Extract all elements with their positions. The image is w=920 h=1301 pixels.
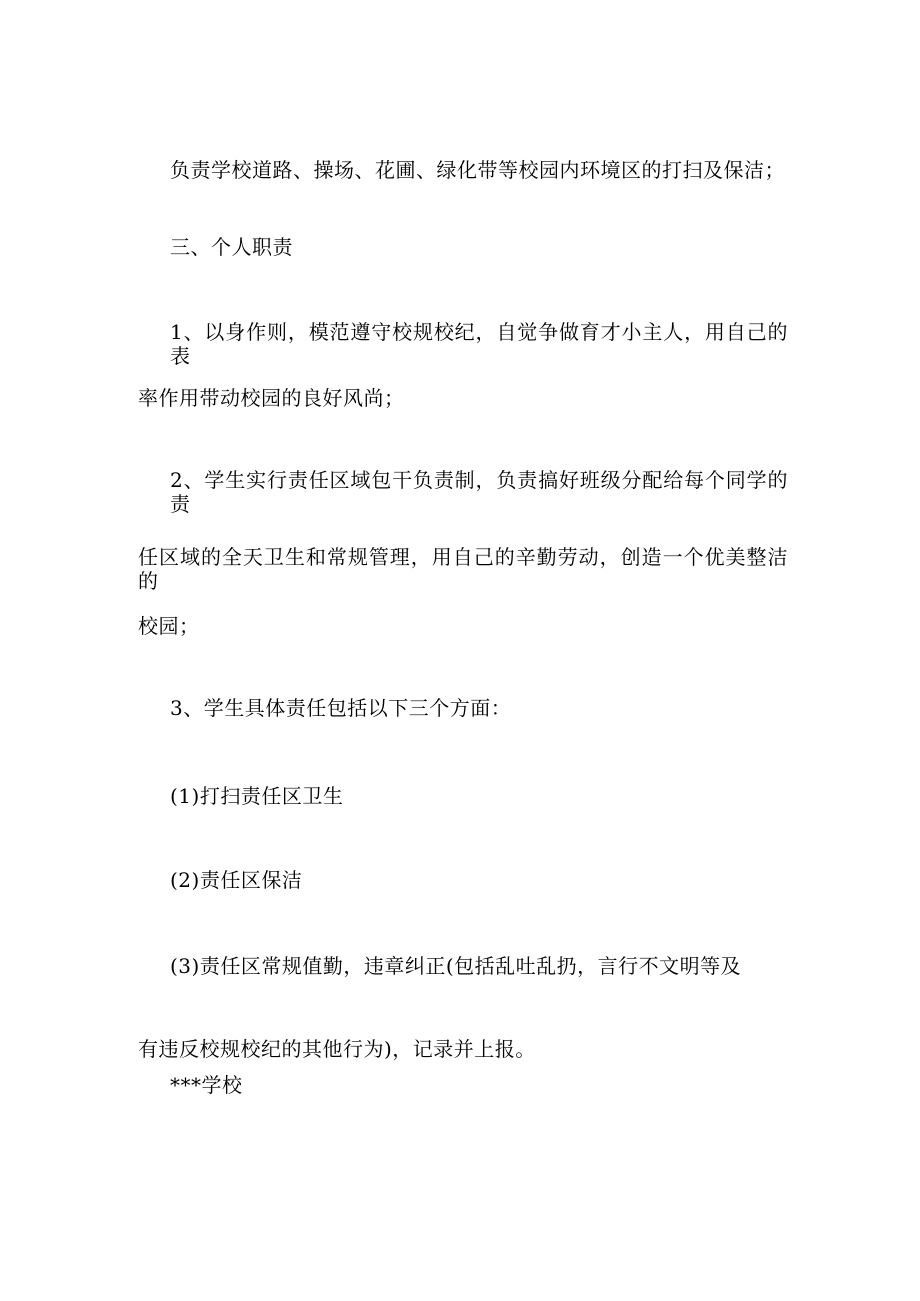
paragraph-line-item-2a: 2、学生实行责任区域包干负责制，负责搞好班级分配给每个同学的责 [170, 468, 788, 516]
paragraph-line-item-2b: 任区域的全天卫生和常规管理，用自己的辛勤劳动，创造一个优美整洁的 [138, 545, 788, 593]
list-item-sub-1: (1)打扫责任区卫生 [170, 784, 344, 808]
paragraph-line-item-3: 3、学生具体责任包括以下三个方面： [170, 696, 512, 720]
paragraph-line-item-1a: 1、以身作则，模范遵守校规校纪，自觉争做育才小主人，用自己的表 [170, 320, 788, 368]
section-heading-personal-duties: 三、个人职责 [170, 235, 293, 259]
paragraph-line-item-1b: 率作用带动校园的良好风尚； [138, 386, 405, 410]
list-item-sub-2: (2)责任区保洁 [170, 868, 303, 892]
list-item-sub-3b: 有违反校规校纪的其他行为)，记录并上报。 [138, 1037, 536, 1061]
signature-school: ***学校 [170, 1073, 243, 1097]
list-item-sub-3a: (3)责任区常规值勤，违章纠正(包括乱吐乱扔，言行不文明等及 [170, 954, 742, 978]
paragraph-line-cleaning-scope: 负责学校道路、操场、花圃、绿化带等校园内环境区的打扫及保洁； [170, 158, 785, 182]
paragraph-line-item-2c: 校园； [138, 614, 200, 638]
